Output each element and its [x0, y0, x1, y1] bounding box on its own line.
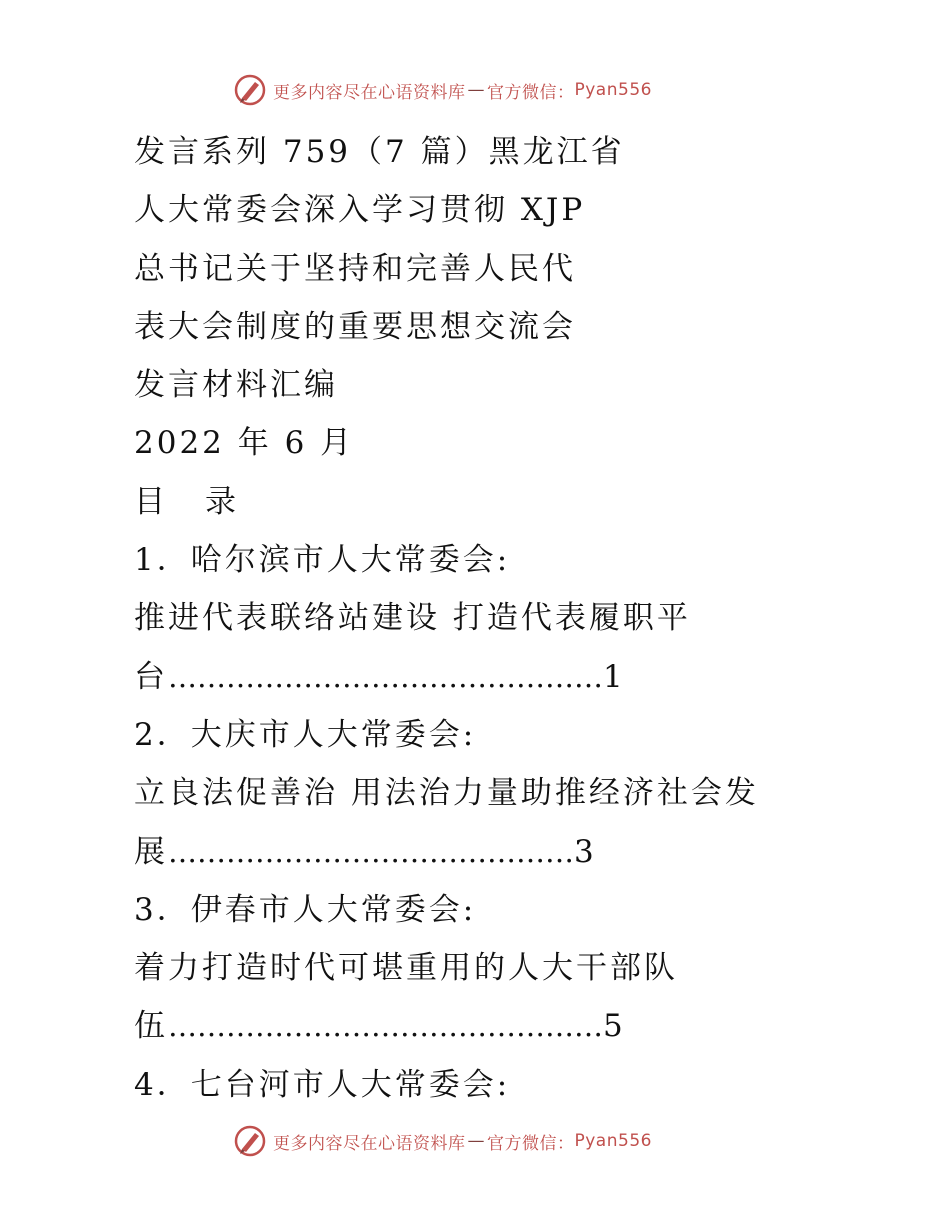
watermark-account: Pyan556 — [574, 80, 652, 100]
toc-entry-title: 推进代表联络站建设 打造代表履职平 — [134, 600, 691, 637]
toc-entry-title-end — [134, 823, 834, 881]
toc-entry-heading: 3．伊春市人大常委会: — [134, 891, 477, 928]
toc-entry[interactable] — [134, 531, 834, 706]
watermark-official: 官方微信： — [487, 82, 575, 103]
toc-entry-text: 展 — [134, 833, 168, 870]
watermark-official: 官方微信： — [487, 1133, 575, 1154]
watermark-footer — [233, 1124, 652, 1158]
toc-entry-heading: 1．哈尔滨市人大常委会: — [134, 542, 511, 579]
toc-entry[interactable] — [134, 706, 834, 881]
toc-entry-heading: 2．大庆市人大常委会: — [134, 716, 477, 753]
document-date: 2022 年 6 月 — [134, 425, 355, 462]
toc-leader: ……………………………………… — [168, 659, 603, 694]
toc-entry-text: 台 — [134, 658, 168, 695]
toc-title — [134, 473, 834, 531]
watermark-separator: — — [467, 1131, 485, 1151]
toc-entry-title: 着力打造时代可堪重用的人大干部队 — [134, 950, 678, 987]
pen-circle-logo-icon — [233, 1124, 267, 1158]
toc-page-number: 1 — [603, 658, 626, 695]
title-line-1: 发言系列 759（7 篇）黑龙江省 — [134, 134, 625, 170]
pen-circle-logo-icon — [233, 73, 267, 107]
title-line-3: 总书记关于坚持和完善人民代 — [134, 250, 576, 287]
document-body — [134, 123, 834, 1114]
toc-entry[interactable] — [134, 881, 834, 1056]
toc-page-number: 5 — [603, 1008, 626, 1045]
toc-entry-title-end — [134, 648, 834, 706]
watermark-text: 更多内容尽在心语资料库 — [273, 1133, 466, 1154]
toc-leader: …………………………………… — [168, 834, 574, 869]
title-line-4: 表大会制度的重要思想交流会 — [134, 308, 576, 345]
toc-entry-title: 立良法促善治 用法治力量助推经济社会发 — [134, 775, 759, 812]
watermark-text: 更多内容尽在心语资料库 — [273, 82, 466, 103]
toc-title-left: 目 — [134, 483, 165, 520]
watermark-header — [233, 73, 652, 107]
toc-page-number: 3 — [574, 833, 597, 870]
title-line-5: 发言材料汇编 — [134, 367, 338, 404]
watermark-separator: — — [467, 80, 485, 100]
title-line-2: 人大常委会深入学习贯彻 XJP — [134, 192, 586, 229]
toc-title-right: 录 — [205, 483, 236, 520]
toc-leader: ……………………………………… — [168, 1009, 603, 1044]
toc-entry-text: 伍 — [134, 1008, 168, 1045]
toc-entry-title-end — [134, 997, 834, 1055]
toc-entry-heading[interactable]: 4．七台河市人大常委会: — [134, 1066, 511, 1103]
watermark-account: Pyan556 — [574, 1131, 652, 1151]
